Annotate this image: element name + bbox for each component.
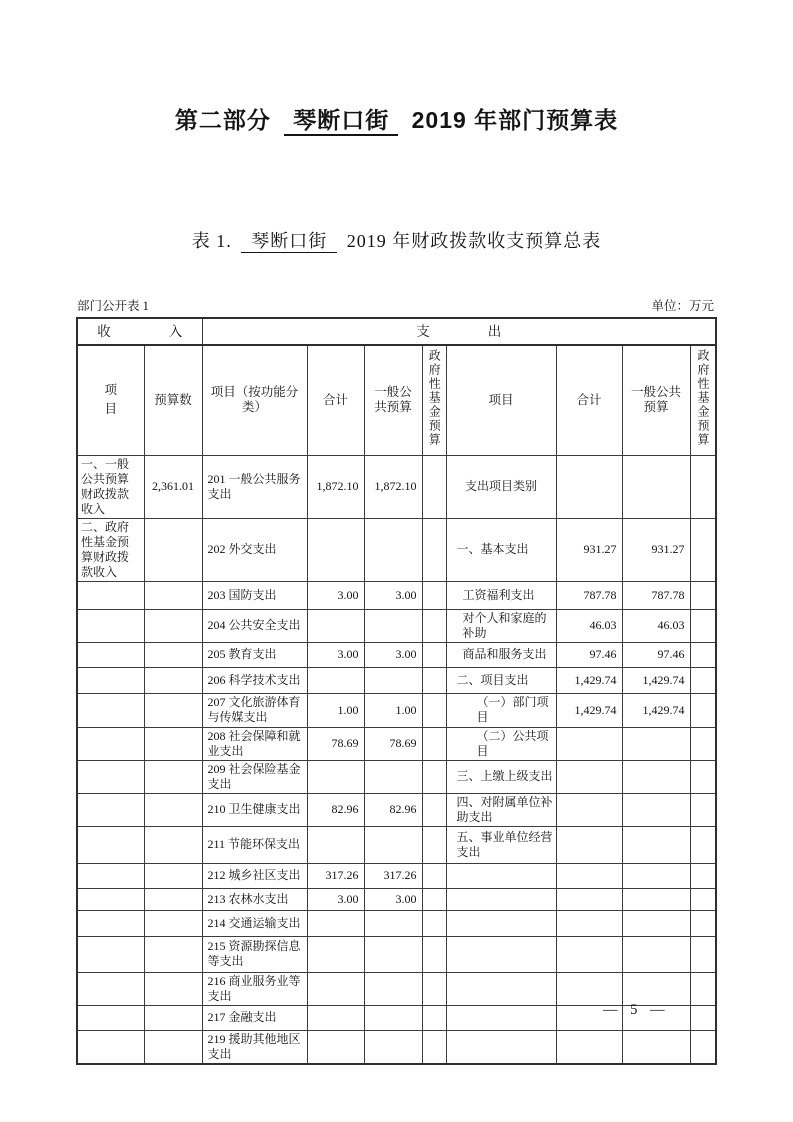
table-column-header-row bbox=[77, 345, 716, 455]
table-cell bbox=[77, 863, 144, 888]
table-cell: 787.78 bbox=[556, 581, 622, 609]
table-cell: 216 商业服务业等支出 bbox=[202, 972, 307, 1005]
table-cell: 787.78 bbox=[622, 581, 690, 609]
col-header-gov-fund-left: 政府性基金预算 bbox=[422, 345, 446, 455]
table-cell bbox=[144, 888, 202, 910]
table-row bbox=[77, 1030, 716, 1064]
table-cell: 202 外交支出 bbox=[202, 518, 307, 581]
table-cell bbox=[422, 518, 446, 581]
table-cell: 工资福利支出 bbox=[446, 581, 556, 609]
table-cell bbox=[690, 642, 716, 667]
table-cell bbox=[690, 455, 716, 518]
table-cell bbox=[690, 863, 716, 888]
table-cell: 2,361.01 bbox=[144, 455, 202, 518]
document-title bbox=[0, 102, 793, 135]
table-row bbox=[77, 888, 716, 910]
table-cell bbox=[422, 826, 446, 863]
table-row bbox=[77, 727, 716, 760]
table-cell bbox=[422, 609, 446, 642]
table-cell bbox=[307, 609, 364, 642]
table-group-header-row bbox=[77, 318, 716, 345]
table-cell bbox=[622, 972, 690, 1005]
table-cell bbox=[77, 1005, 144, 1030]
table-cell bbox=[77, 642, 144, 667]
col-header-gov-fund-right: 政府性基金预算 bbox=[690, 345, 716, 455]
table-cell bbox=[77, 826, 144, 863]
table-cell: 1,872.10 bbox=[364, 455, 422, 518]
table-cell: 对个人和家庭的补助 bbox=[446, 609, 556, 642]
table-cell bbox=[307, 518, 364, 581]
table-cell bbox=[622, 1030, 690, 1064]
table-cell bbox=[144, 693, 202, 727]
table-cell bbox=[446, 1030, 556, 1064]
table-cell: 46.03 bbox=[556, 609, 622, 642]
table-cell bbox=[144, 581, 202, 609]
income-group-header bbox=[77, 318, 202, 345]
title-street-name-underlined: 琴断口街 bbox=[284, 107, 398, 136]
table-cell bbox=[364, 518, 422, 581]
table-row bbox=[77, 972, 716, 1005]
table-cell: 1,429.74 bbox=[622, 667, 690, 693]
table-cell: 204 公共安全支出 bbox=[202, 609, 307, 642]
table-cell bbox=[690, 826, 716, 863]
table-cell bbox=[364, 760, 422, 793]
table-row bbox=[77, 826, 716, 863]
expense-char-2: 出 bbox=[487, 324, 502, 339]
table-cell bbox=[556, 972, 622, 1005]
table-cell: 1,872.10 bbox=[307, 455, 364, 518]
table-cell bbox=[364, 910, 422, 936]
table-cell bbox=[364, 667, 422, 693]
table-cell bbox=[446, 972, 556, 1005]
table-cell bbox=[77, 793, 144, 826]
table-cell bbox=[422, 642, 446, 667]
table-cell bbox=[422, 793, 446, 826]
table-cell bbox=[556, 455, 622, 518]
table-cell bbox=[622, 826, 690, 863]
table-cell bbox=[144, 826, 202, 863]
table-cell: 212 城乡社区支出 bbox=[202, 863, 307, 888]
table-cell bbox=[307, 760, 364, 793]
table-cell: 931.27 bbox=[622, 518, 690, 581]
table-cell: 97.46 bbox=[556, 642, 622, 667]
table-cell bbox=[364, 609, 422, 642]
table-cell bbox=[422, 1005, 446, 1030]
budget-summary-table bbox=[76, 317, 717, 1065]
table-cell: 3.00 bbox=[307, 888, 364, 910]
table-cell bbox=[622, 936, 690, 972]
table-cell bbox=[422, 863, 446, 888]
table-cell bbox=[556, 793, 622, 826]
table-cell bbox=[556, 910, 622, 936]
table-title-suffix: 2019 年财政拨款收支预算总表 bbox=[346, 231, 602, 251]
table-cell: 3.00 bbox=[364, 581, 422, 609]
table-cell bbox=[690, 1030, 716, 1064]
table-row bbox=[77, 693, 716, 727]
table-cell bbox=[422, 760, 446, 793]
table-cell: 支出项目类别 bbox=[446, 455, 556, 518]
table-cell bbox=[77, 693, 144, 727]
table-cell bbox=[622, 910, 690, 936]
table-cell: 82.96 bbox=[307, 793, 364, 826]
table-cell: 78.69 bbox=[307, 727, 364, 760]
table-cell: 二、政府性基金预算财政拨款收入 bbox=[77, 518, 144, 581]
table-cell bbox=[144, 760, 202, 793]
table-cell bbox=[364, 826, 422, 863]
table-cell bbox=[622, 760, 690, 793]
table-cell: 203 国防支出 bbox=[202, 581, 307, 609]
table-cell bbox=[446, 888, 556, 910]
table-cell: 1.00 bbox=[364, 693, 422, 727]
table-cell bbox=[144, 936, 202, 972]
table-cell bbox=[556, 826, 622, 863]
table-cell bbox=[144, 1030, 202, 1064]
table-cell bbox=[307, 1030, 364, 1064]
table-cell: 206 科学技术支出 bbox=[202, 667, 307, 693]
col-header-total-right: 合计 bbox=[556, 345, 622, 455]
table-cell bbox=[556, 1030, 622, 1064]
table-cell bbox=[422, 936, 446, 972]
unit-label: 单位：万元 bbox=[651, 299, 714, 313]
income-char-2: 入 bbox=[168, 324, 183, 339]
table-cell: 1.00 bbox=[307, 693, 364, 727]
table-cell bbox=[307, 936, 364, 972]
table-cell bbox=[422, 1030, 446, 1064]
table-cell bbox=[364, 1030, 422, 1064]
table-cell bbox=[622, 727, 690, 760]
table-title-street-name-underlined: 琴断口街 bbox=[241, 231, 337, 253]
table-cell bbox=[422, 888, 446, 910]
table-cell bbox=[77, 609, 144, 642]
table-cell bbox=[690, 1005, 716, 1030]
income-char-1: 收 bbox=[97, 324, 111, 339]
col-header-expense-item: 项目 bbox=[446, 345, 556, 455]
table-cell: 317.26 bbox=[307, 863, 364, 888]
table-cell bbox=[77, 581, 144, 609]
table-cell: 208 社会保障和就业支出 bbox=[202, 727, 307, 760]
table-cell: 二、项目支出 bbox=[446, 667, 556, 693]
table-cell bbox=[307, 910, 364, 936]
table-cell bbox=[422, 455, 446, 518]
table-cell: 一、基本支出 bbox=[446, 518, 556, 581]
table-cell bbox=[364, 936, 422, 972]
col-header-general-budget-right: 一般公共预算 bbox=[622, 345, 690, 455]
table-cell: 209 社会保险基金支出 bbox=[202, 760, 307, 793]
table-cell bbox=[556, 760, 622, 793]
table-cell: 217 金融支出 bbox=[202, 1005, 307, 1030]
expense-char-1: 支 bbox=[416, 324, 430, 339]
table-cell bbox=[622, 793, 690, 826]
table-cell bbox=[446, 863, 556, 888]
table-cell bbox=[422, 727, 446, 760]
table-cell: 210 卫生健康支出 bbox=[202, 793, 307, 826]
table-cell bbox=[422, 910, 446, 936]
table-cell bbox=[690, 793, 716, 826]
table-cell: 商品和服务支出 bbox=[446, 642, 556, 667]
table-cell bbox=[307, 826, 364, 863]
table-cell bbox=[144, 972, 202, 1005]
table-cell bbox=[690, 581, 716, 609]
table-cell bbox=[144, 667, 202, 693]
table-cell bbox=[144, 642, 202, 667]
table-cell: 3.00 bbox=[307, 581, 364, 609]
table-cell bbox=[446, 1005, 556, 1030]
table-title bbox=[0, 227, 793, 253]
table-cell: 3.00 bbox=[307, 642, 364, 667]
col-header-total-left: 合计 bbox=[307, 345, 364, 455]
table-cell bbox=[690, 972, 716, 1005]
table-cell bbox=[77, 936, 144, 972]
table-row bbox=[77, 936, 716, 972]
table-cell bbox=[144, 1005, 202, 1030]
table-cell bbox=[446, 936, 556, 972]
table-row bbox=[77, 760, 716, 793]
table-cell bbox=[446, 910, 556, 936]
col-header-functional-item: 项目（按功能分类） bbox=[202, 345, 307, 455]
table-cell bbox=[144, 727, 202, 760]
table-cell: 317.26 bbox=[364, 863, 422, 888]
table-cell: 78.69 bbox=[364, 727, 422, 760]
table-cell bbox=[77, 727, 144, 760]
table-cell bbox=[690, 910, 716, 936]
table-cell bbox=[77, 667, 144, 693]
table-cell: 214 交通运输支出 bbox=[202, 910, 307, 936]
table-cell: 三、上缴上级支出 bbox=[446, 760, 556, 793]
table-cell bbox=[690, 518, 716, 581]
col-header-general-budget-left: 一般公共预算 bbox=[364, 345, 422, 455]
table-cell bbox=[690, 760, 716, 793]
table-cell: 1,429.74 bbox=[556, 693, 622, 727]
col-header-budget-amount: 预算数 bbox=[144, 345, 202, 455]
table-cell: 201 一般公共服务支出 bbox=[202, 455, 307, 518]
col-header-income-item: 项目 bbox=[77, 345, 144, 455]
table-cell bbox=[144, 863, 202, 888]
table-cell: 213 农林水支出 bbox=[202, 888, 307, 910]
table-cell bbox=[622, 888, 690, 910]
table-cell bbox=[690, 667, 716, 693]
table-cell: 97.46 bbox=[622, 642, 690, 667]
table-cell: （二）公共项目 bbox=[446, 727, 556, 760]
table-cell: 1,429.74 bbox=[622, 693, 690, 727]
table-cell bbox=[622, 455, 690, 518]
table-body bbox=[77, 455, 716, 1064]
table-cell: （一）部门项目 bbox=[446, 693, 556, 727]
table-cell bbox=[77, 1030, 144, 1064]
table-cell: 五、事业单位经营支出 bbox=[446, 826, 556, 863]
table-row bbox=[77, 609, 716, 642]
table-row bbox=[77, 667, 716, 693]
table-row bbox=[77, 581, 716, 609]
table-cell bbox=[690, 727, 716, 760]
table-cell: 215 资源勘探信息等支出 bbox=[202, 936, 307, 972]
table-cell bbox=[422, 667, 446, 693]
table-row bbox=[77, 518, 716, 581]
table-row bbox=[77, 455, 716, 518]
table-cell bbox=[144, 518, 202, 581]
table-cell bbox=[144, 609, 202, 642]
table-row bbox=[77, 910, 716, 936]
table-cell bbox=[77, 888, 144, 910]
table-cell bbox=[144, 793, 202, 826]
table-cell bbox=[422, 972, 446, 1005]
table-cell bbox=[556, 863, 622, 888]
table-cell bbox=[690, 609, 716, 642]
table-row bbox=[77, 642, 716, 667]
title-part-label: 第二部分 bbox=[174, 107, 271, 133]
table-cell: 46.03 bbox=[622, 609, 690, 642]
table-cell bbox=[622, 863, 690, 888]
table-cell bbox=[77, 760, 144, 793]
table-cell bbox=[690, 888, 716, 910]
public-table-number-label: 部门公开表 1 bbox=[77, 299, 149, 313]
table-cell bbox=[556, 888, 622, 910]
table-meta-row bbox=[76, 296, 715, 314]
table-cell bbox=[690, 936, 716, 972]
table-cell: 3.00 bbox=[364, 642, 422, 667]
page-number: — 5 — bbox=[603, 1002, 666, 1018]
table-cell: 3.00 bbox=[364, 888, 422, 910]
table-cell bbox=[144, 910, 202, 936]
table-cell: 一、一般公共预算财政拨款收入 bbox=[77, 455, 144, 518]
table-cell bbox=[422, 581, 446, 609]
table-title-prefix: 表 1. bbox=[191, 231, 232, 251]
table-cell bbox=[690, 693, 716, 727]
table-cell: 205 教育支出 bbox=[202, 642, 307, 667]
income-group-header-text bbox=[80, 324, 200, 339]
table-cell: 四、对附属单位补助支出 bbox=[446, 793, 556, 826]
title-year-suffix: 2019 年部门预算表 bbox=[411, 107, 619, 133]
expense-group-header bbox=[202, 318, 716, 345]
expense-group-header-text bbox=[205, 324, 714, 339]
table-cell bbox=[556, 936, 622, 972]
table-cell bbox=[77, 910, 144, 936]
table-cell: 931.27 bbox=[556, 518, 622, 581]
table-cell bbox=[364, 972, 422, 1005]
table-cell bbox=[307, 972, 364, 1005]
table-cell bbox=[307, 667, 364, 693]
table-cell bbox=[307, 1005, 364, 1030]
table-cell bbox=[364, 1005, 422, 1030]
table-cell: 219 援助其他地区支出 bbox=[202, 1030, 307, 1064]
table-cell bbox=[422, 693, 446, 727]
table-row bbox=[77, 793, 716, 826]
table-cell: 207 文化旅游体育与传媒支出 bbox=[202, 693, 307, 727]
table-row bbox=[77, 863, 716, 888]
table-cell: 211 节能环保支出 bbox=[202, 826, 307, 863]
table-cell: 1,429.74 bbox=[556, 667, 622, 693]
table-cell: 82.96 bbox=[364, 793, 422, 826]
table-cell bbox=[556, 727, 622, 760]
table-cell bbox=[77, 972, 144, 1005]
budget-table-area bbox=[76, 296, 715, 1065]
